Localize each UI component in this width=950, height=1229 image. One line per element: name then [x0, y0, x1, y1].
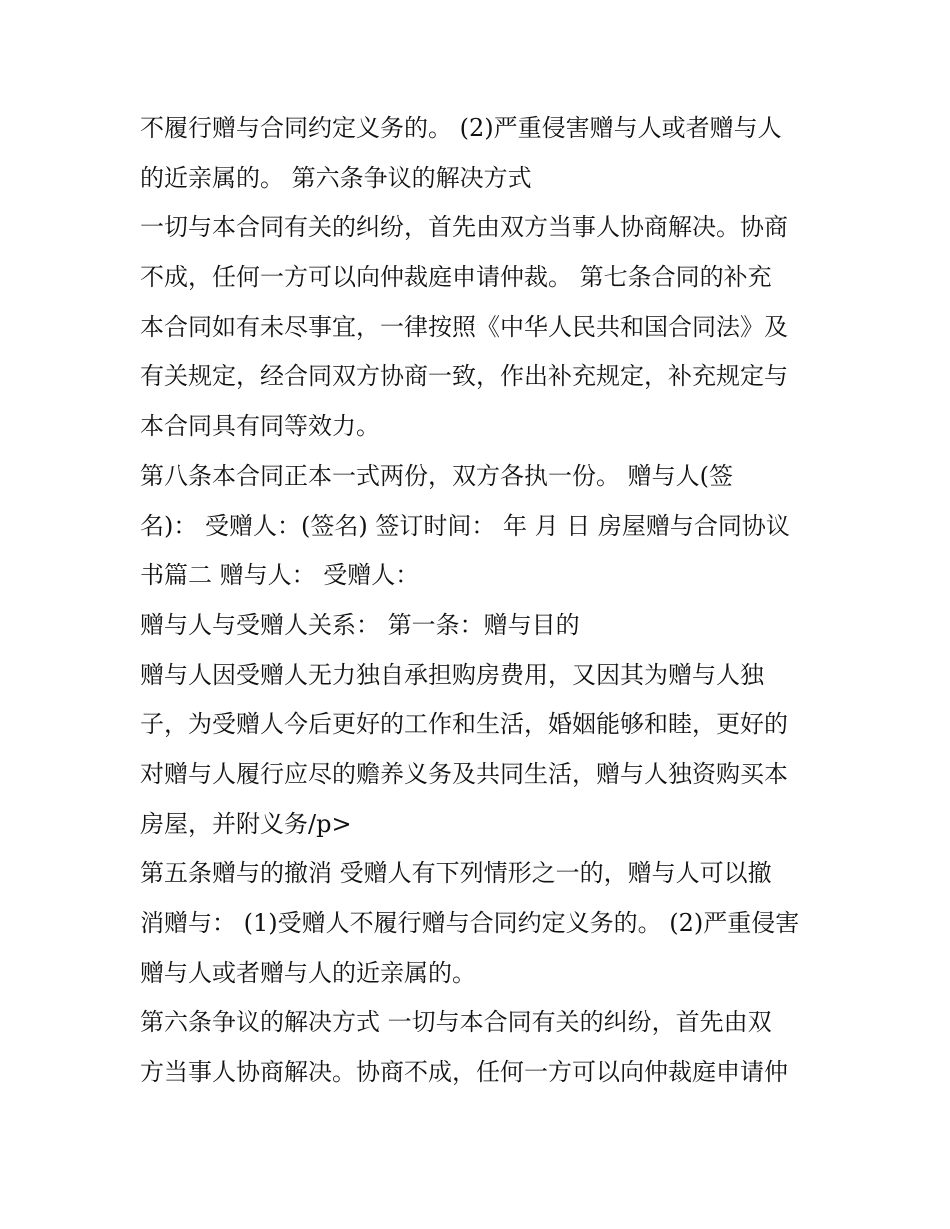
- text-line: 本合同具有同等效力。: [140, 412, 380, 441]
- text-line: 方当事人协商解决。协商不成，任何一方可以向仲裁庭申请仲: [140, 1058, 788, 1087]
- text-line: 房屋，并附义务/p>: [140, 809, 352, 838]
- text-line: 赠与人与受赠人关系： 第一条：赠与目的: [140, 610, 580, 639]
- text-line: 第五条赠与的撤消 受赠人有下列情形之一的，赠与人可以撤: [140, 859, 772, 888]
- document-body: [140, 104, 820, 1098]
- text-line: 消赠与： (1)受赠人不履行赠与合同约定义务的。 (2)严重侵害: [140, 909, 800, 937]
- text-line: 不成，任何一方可以向仲裁庭申请仲裁。 第七条合同的补充: [140, 263, 772, 292]
- text-line: 不履行赠与合同约定义务的。 (2)严重侵害赠与人或者赠与人: [140, 114, 782, 142]
- text-line: 有关规定，经合同双方协商一致，作出补充规定，补充规定与: [140, 362, 788, 391]
- text-line: 的近亲属的。 第六条争议的解决方式: [140, 163, 532, 192]
- text-line: 赠与人因受赠人无力独自承担购房费用，又因其为赠与人独: [140, 660, 764, 689]
- text-line: 对赠与人履行应尽的赡养义务及共同生活，赠与人独资购买本: [140, 759, 788, 788]
- text-line: 赠与人或者赠与人的近亲属的。: [140, 958, 476, 987]
- text-line: 子，为受赠人今后更好的工作和生活，婚姻能够和睦，更好的: [140, 710, 788, 739]
- text-line: 名)： 受赠人：(签名) 签订时间： 年 月 日 房屋赠与合同协议: [140, 511, 790, 540]
- text-line: 书篇二 赠与人： 受赠人：: [140, 561, 420, 590]
- text-line: 本合同如有未尽事宜，一律按照《中华人民共和国合同法》及: [140, 312, 788, 341]
- text-line: 一切与本合同有关的纠纷，首先由双方当事人协商解决。协商: [140, 213, 788, 242]
- text-line: 第六条争议的解决方式 一切与本合同有关的纠纷，首先由双: [140, 1008, 772, 1037]
- text-line: 第八条本合同正本一式两份，双方各执一份。 赠与人(签: [140, 461, 733, 490]
